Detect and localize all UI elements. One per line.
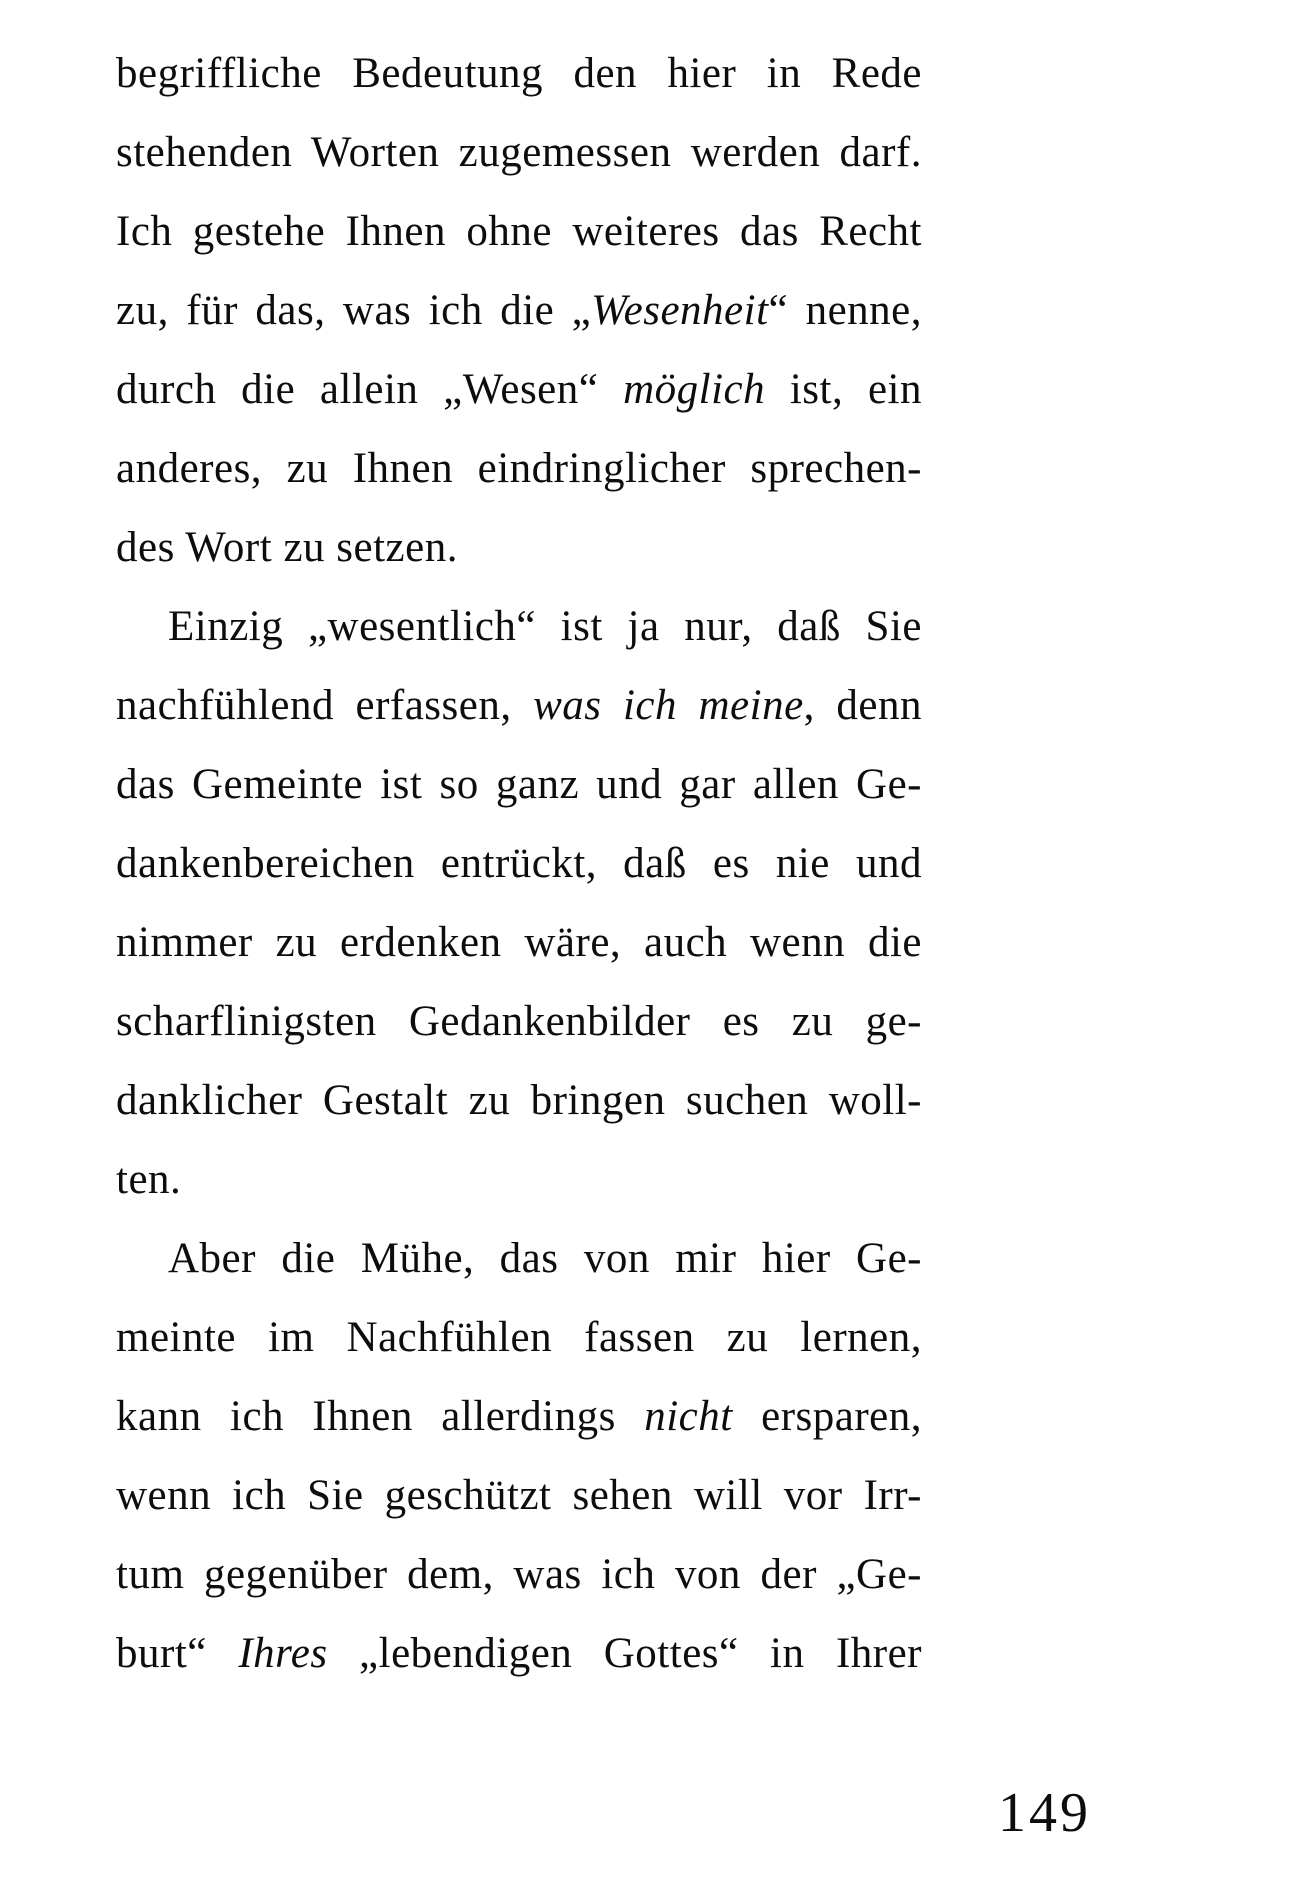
text-segment: burt“ (116, 1630, 239, 1677)
text-segment: begriffliche Bedeutung den hier in Rede (116, 50, 922, 97)
text-line (116, 903, 922, 982)
text-segment: nimmer zu erdenken wäre, auch wenn die (116, 919, 922, 966)
text-segment: kann ich Ihnen allerdings (116, 1393, 645, 1440)
text-segment: Aber die Mühe, das von mir hier Ge- (168, 1235, 922, 1282)
text-segment: Ich gestehe Ihnen ohne weiteres das Recht (116, 208, 922, 255)
text-segment: wenn ich Sie geschützt sehen will vor Irr- (116, 1472, 922, 1519)
text-segment: anderes, zu Ihnen eindringlicher sprechen- (116, 445, 922, 492)
text-line (116, 587, 922, 666)
text-segment: durch die allein „Wesen“ (116, 366, 624, 413)
text-segment: „lebendigen Gottes“ in Ihrer (327, 1630, 922, 1677)
text-segment: ten. (116, 1156, 182, 1203)
text-line (116, 745, 922, 824)
text-segment: , denn (803, 682, 922, 729)
text-line (116, 271, 922, 350)
emphasized-text: was ich meine (533, 682, 804, 729)
text-block (116, 34, 922, 1693)
text-segment: ersparen, (732, 1393, 922, 1440)
text-segment: das Gemeinte ist so ganz und gar allen Ge- (116, 761, 922, 808)
text-line (116, 1219, 922, 1298)
text-segment: zu, für das, was ich die „ (116, 287, 592, 334)
text-segment: tum gegenüber dem, was ich von der „Ge- (116, 1551, 922, 1598)
text-line (116, 1535, 922, 1614)
text-line (116, 350, 922, 429)
emphasized-text: nicht (644, 1393, 733, 1440)
text-line (116, 824, 922, 903)
text-line (116, 1456, 922, 1535)
text-segment: Einzig „wesentlich“ ist ja nur, daß Sie (168, 603, 922, 650)
text-line (116, 192, 922, 271)
text-segment: dankenbereichen entrückt, daß es nie und (116, 840, 922, 887)
page-number: 149 (998, 1782, 1091, 1844)
text-line (116, 34, 922, 113)
text-line (116, 1061, 922, 1140)
text-segment: nachfühlend erfassen, (116, 682, 534, 729)
text-line (116, 1298, 922, 1377)
text-line (116, 666, 922, 745)
text-segment: ist, ein (765, 366, 922, 413)
text-line (116, 1614, 922, 1693)
emphasized-text: Wesenheit (591, 287, 769, 334)
emphasized-text: möglich (623, 366, 766, 413)
text-line (116, 982, 922, 1061)
text-segment: danklicher Gestalt zu bringen suchen woll- (116, 1077, 922, 1124)
text-segment: “ nenne, (768, 287, 922, 334)
text-line (116, 508, 922, 587)
text-segment: scharflinigsten Gedankenbilder es zu ge- (116, 998, 922, 1045)
text-segment: des Wort zu setzen. (116, 524, 458, 571)
text-line (116, 1140, 922, 1219)
text-line (116, 1377, 922, 1456)
text-line (116, 113, 922, 192)
text-line (116, 429, 922, 508)
emphasized-text: Ihres (238, 1630, 328, 1677)
text-segment: stehenden Worten zugemessen werden darf. (116, 129, 922, 176)
text-segment: meinte im Nachfühlen fassen zu lernen, (116, 1314, 922, 1361)
